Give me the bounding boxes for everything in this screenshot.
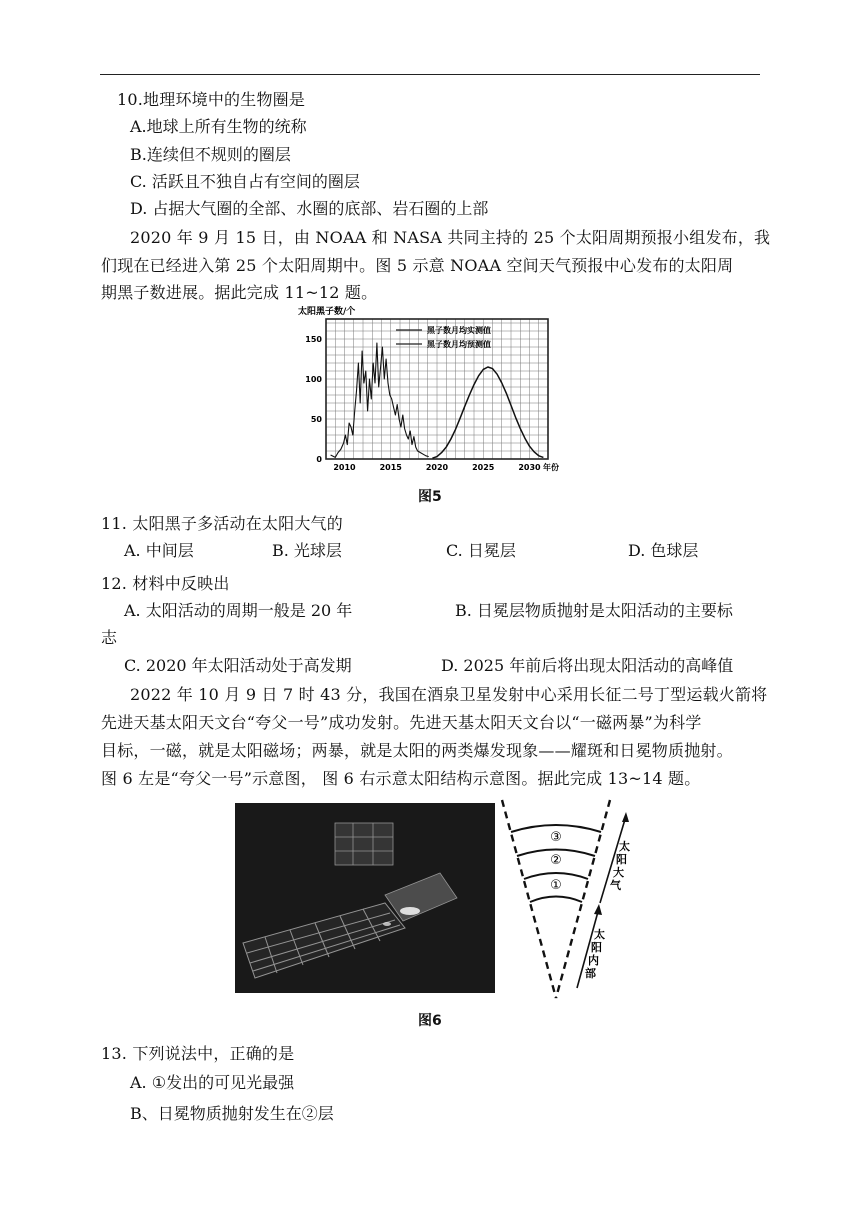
passage1-line-3: 期黑子数进展。据此完成 11~12 题。 [101,283,378,302]
q10-option-b: B.连续但不规则的圈层 [130,145,291,164]
passage2-line-2: 先进天基太阳天文台“夸父一号”成功发射。先进天基太阳天文台以“一磁两暴”为科学 [101,713,702,732]
x-tick-label: 2020 [425,463,449,472]
q12-option-d: D. 2025 年前后将出现太阳活动的高峰值 [441,656,734,675]
x-tick-label: 2030 [518,463,541,472]
q10-stem: 10.地理环境中的生物圈是 [117,90,306,109]
q12-option-a: A. 太阳活动的周期一般是 20 年 [124,601,353,620]
sunspot-chart [296,302,562,474]
q11-option-b: B. 光球层 [272,541,342,560]
passage2-line-1: 2022 年 10 月 9 日 7 时 43 分，我国在酒泉卫星发射中心采用长征二号丁型运载火箭将 [130,685,768,704]
chart-ticks [305,335,541,472]
layer-label-1: ① [550,878,562,893]
q11-option-d: D. 色球层 [628,541,699,560]
passage2-line-4: 图 6 左是“夸父一号”示意图， 图 6 右示意太阳结构示意图。据此完成 13~14 题。 [101,769,701,788]
sun-structure-diagram [498,798,640,1004]
legend-label-predicted: 黑子数月均预测值 [427,340,491,349]
q12-option-b: B. 日冕层物质抛射是太阳活动的主要标 [455,601,733,620]
q11-stem: 11. 太阳黑子多活动在太阳大气的 [101,514,343,533]
chart-legend [396,325,491,349]
y-tick-label: 50 [310,415,322,424]
kuafu-1-satellite-photo [235,803,495,993]
passage1-line-1: 2020 年 9 月 15 日，由 NOAA 和 NASA 共同主持的 25 个太阳周期预报小组发布，我 [130,228,771,247]
q10-option-a: A.地球上所有生物的统称 [130,117,307,136]
q13-stem: 13. 下列说法中，正确的是 [101,1044,295,1063]
sector-left-edge [502,800,556,998]
layer-label-2: ② [550,853,562,868]
y-tick-label: 0 [316,455,322,464]
legend-label-observed: 黑子数月均实测值 [427,326,491,335]
chart-xlabel: 年份 [543,463,559,472]
y-tick-label: 150 [305,335,322,344]
q13-option-a: A. ①发出的可见光最强 [130,1073,295,1092]
x-tick-label: 2025 [472,463,495,472]
y-tick-label: 100 [305,375,322,384]
figure6-caption: 图6 [418,1013,442,1029]
header-rule [100,74,760,75]
series-predicted-line [432,367,543,458]
q11-option-c: C. 日冕层 [446,541,516,560]
x-tick-label: 2010 [333,463,356,472]
q12-stem: 12. 材料中反映出 [101,574,230,593]
q10-option-d: D. 占据大气圈的全部、水圈的底部、岩石圈的上部 [130,199,489,218]
interior-arrowhead [594,904,602,915]
passage2-line-3: 目标，一磁，就是太阳磁场；两暴，就是太阳的两类爆发现象——耀斑和日冕物质抛射。 [101,741,733,760]
label-solar-interior: 太阳内部 [585,928,605,980]
q13-option-b: B、日冕物质抛射发生在②层 [130,1104,334,1123]
layer-label-3: ③ [550,830,562,845]
passage1-line-2: 们现在已经进入第 25 个太阳周期中。图 5 示意 NOAA 空间天气预报中心发布的太阳周 [101,256,734,275]
q11-option-a: A. 中间层 [124,541,194,560]
q12-option-b-cont: 志 [101,628,118,647]
series-observed-line [331,343,429,457]
q12-option-c: C. 2020 年太阳活动处于高发期 [124,656,352,675]
atmosphere-arrowhead [622,812,629,822]
q10-option-c: C. 活跃且不独自占有空间的圈层 [130,172,360,191]
chart-ylabel: 太阳黑子数/个 [298,307,356,317]
x-tick-label: 2015 [379,463,402,472]
figure5-caption: 图5 [418,489,442,505]
label-solar-atmosphere: 太阳大气 [610,840,630,892]
layer-boundary-inner [530,897,582,903]
